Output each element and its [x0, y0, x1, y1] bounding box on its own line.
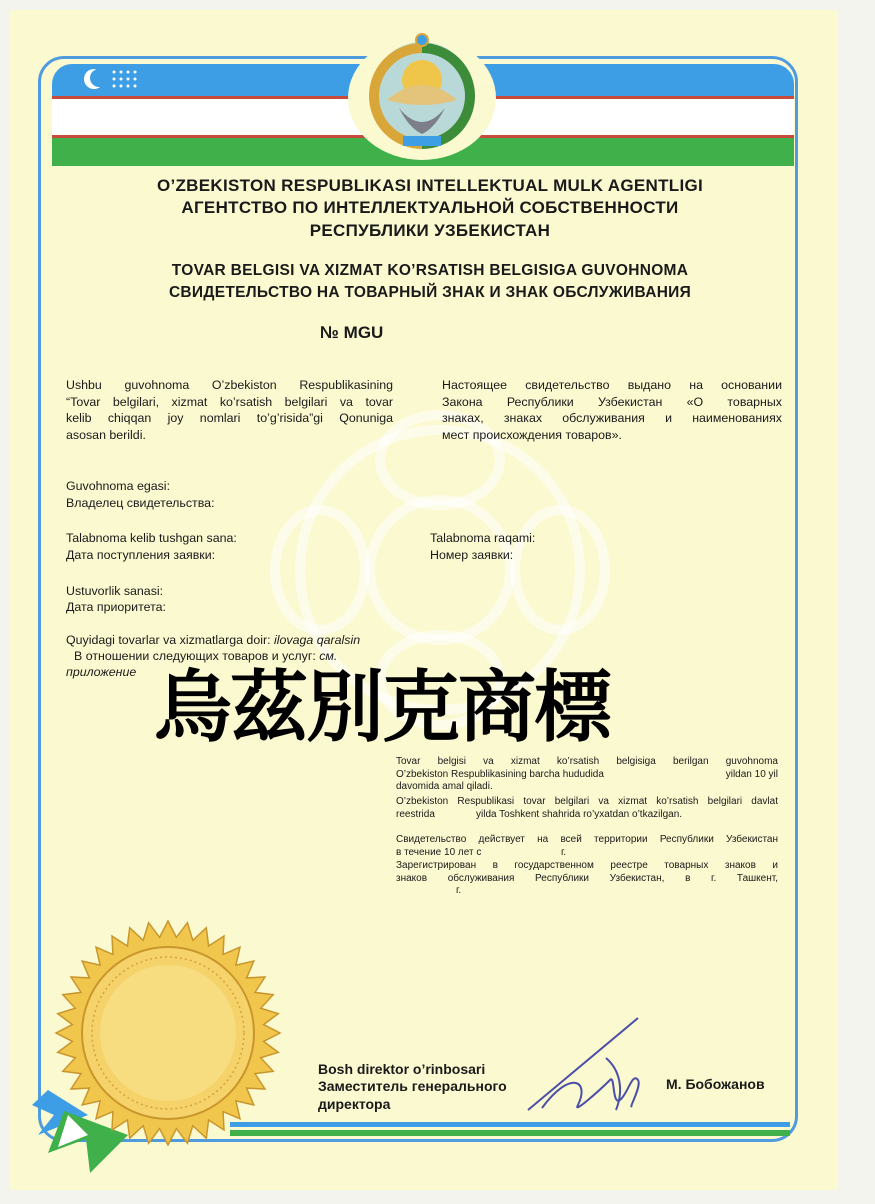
- certificate-title-uz: TOVAR BELGISI VA XIZMAT KO’RSATISH BELGISIGA GUVOHNOMA: [171, 262, 689, 279]
- certificate-number: № MGU: [320, 323, 384, 342]
- goods-services-label-ru: В отношении следующих товаров и услуг:: [74, 649, 316, 663]
- validity-uz-1: [396, 756, 778, 794]
- goods-services-uz: [66, 632, 360, 649]
- validity-ru-2-line1: Зарегистрирован в государственном реестре товарных знаков и: [396, 860, 778, 871]
- validity-uz-2-line1: O’zbekiston Respublikasi tovar belgilari va xizmat ko’rsatish belgilari davlat: [396, 796, 778, 807]
- validity-uz-2: [396, 796, 778, 821]
- validity-uz-1-line: Tovar belgisi va xizmat ko’rsatish belgisiga berilgan guvohnoma: [396, 756, 778, 767]
- agency-name-ru-line1: АГЕНТСТВО ПО ИНТЕЛЛЕКТУАЛЬНОЙ СОБСТВЕННОСТИ: [181, 198, 679, 217]
- state-emblem-icon: [347, 30, 497, 160]
- validity-ru-2-line2: знаков обслуживания Республики Узбекистан, в г. Ташкент,: [396, 872, 778, 884]
- application-number-label-ru: Номер заявки:: [430, 548, 514, 562]
- signatory-title-ru-line2: директора: [318, 1096, 391, 1112]
- validity-ru-1-line1: Свидетельство действует на всей территории Республики Узбекистан: [396, 834, 778, 845]
- validity-ru-2-g: г.: [456, 885, 462, 897]
- validity-uz-2-start: reestrida: [396, 808, 435, 820]
- owner-label-ru: Владелец свидетельства:: [66, 496, 215, 510]
- validity-uz-2-line2: [396, 809, 778, 822]
- agency-name-ru-line2: РЕСПУБЛИКИ УЗБЕКИСТАН: [309, 221, 551, 240]
- intro-uz-line: “Tovar belgilari, xizmat ko’rsatish belgilari va tovar: [66, 394, 393, 409]
- application-number-label-uz: Talabnoma raqami:: [430, 531, 536, 545]
- signatory-title-uz: Bosh direktor o’rinbosari: [318, 1061, 486, 1077]
- intro-uz-line: kelib chiqqan joy nomlari to’g’risida”gi Qonuniga: [66, 411, 393, 425]
- overlay-caption: 烏茲別克商標: [154, 663, 611, 753]
- intro-ru-line: мест происхождения товаров».: [442, 427, 622, 442]
- intro-ru-line: Настоящее свидетельство выдано на основании: [442, 378, 782, 392]
- validity-uz-1-tail: yildan 10 yil: [725, 768, 778, 780]
- signatory-title-ru-line1: Заместитель генерального: [318, 1078, 507, 1094]
- owner-label-uz: Guvohnoma egasi:: [66, 479, 171, 493]
- intro-uz-line: asosan berildi.: [66, 427, 146, 442]
- intro-uz: [66, 377, 393, 443]
- goods-services-value-ru: см.: [319, 649, 338, 663]
- intro-ru: [442, 377, 782, 443]
- validity-ru-2: [396, 860, 778, 898]
- agency-name-uz: O’ZBEKISTON RESPUBLIKASI INTELLEKTUAL MULK AGENTLIGI: [156, 176, 704, 195]
- validity-ru-1-line2: [396, 847, 778, 860]
- goods-services-value-ru-2: приложение: [66, 665, 137, 679]
- intro-ru-line: знаках, знаках обслуживания и наименованиях: [442, 411, 782, 425]
- validity-ru-1-start: в течение 10 лет с: [396, 846, 482, 858]
- validity-ru-1-g: г.: [561, 846, 567, 858]
- validity-uz-1-line2-text: O’zbekiston Respublikasining barcha hududida: [396, 768, 604, 780]
- certificate-title-ru: СВИДЕТЕЛЬСТВО НА ТОВАРНЫЙ ЗНАК И ЗНАК ОБСЛУЖИВАНИЯ: [168, 284, 692, 301]
- bottom-stripe-blue: [230, 1122, 790, 1127]
- intro-uz-line: Ushbu guvohnoma O’zbekiston Respublikasining: [66, 378, 393, 392]
- priority-date-label-uz: Ustuvorlik sanasi:: [66, 584, 164, 598]
- goods-services-value-uz: ilovaga qaralsin: [273, 633, 361, 647]
- validity-uz-1-end: davomida amal qiladi.: [396, 781, 493, 793]
- intro-ru-line: Закона Республики Узбекистан «О товарных: [442, 394, 782, 409]
- signatory-name: М. Бобожанов: [666, 1076, 765, 1092]
- filing-date-label-ru: Дата поступления заявки:: [66, 548, 216, 562]
- filing-date-label-uz: Talabnoma kelib tushgan sana:: [66, 531, 237, 545]
- crescent-icon: [80, 64, 150, 94]
- priority-date-label-ru: Дата приоритета:: [66, 600, 166, 614]
- bottom-stripe-green: [230, 1130, 790, 1136]
- validity-uz-1-line2: [396, 769, 778, 782]
- handwritten-signature: [520, 1010, 660, 1120]
- gold-seal-icon: [28, 915, 298, 1180]
- validity-uz-2-tail: yilda Toshkent shahrida ro’yxatdan o’tkazilgan.: [476, 808, 683, 820]
- validity-ru-1: [396, 834, 778, 859]
- goods-services-label-uz: Quyidagi tovarlar va xizmatlarga doir:: [66, 633, 271, 647]
